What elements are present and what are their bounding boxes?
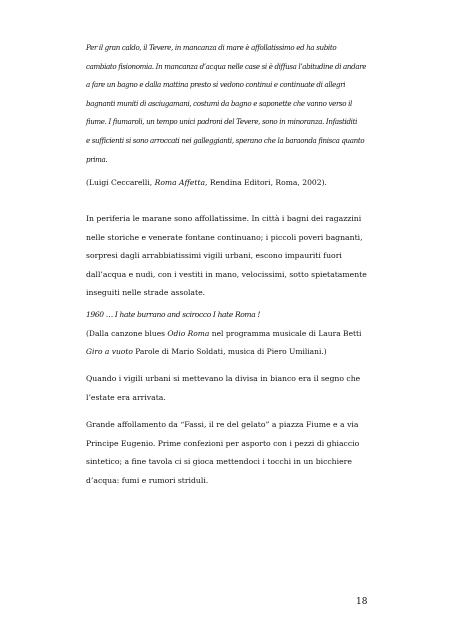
song-line: 1960 … I hate burrano and scirocco I hate Roma ! (86, 310, 261, 319)
paragraph-vigili (86, 370, 368, 407)
quote-line: fiume. I fiumaroli, un tempo unici padroni del Tevere, sono in minoranza. Infastiditi (86, 117, 357, 127)
paragraph-line: nelle storiche e venerate fontane continuano; i piccoli poveri bagnanti, (86, 232, 363, 242)
paragraph-line: Principe Eugenio. Prime confezioni per asporto con i pezzi di ghiaccio (86, 438, 360, 448)
quote-line: prima. (86, 154, 108, 164)
paragraph-line: In periferia le marane sono affollatissime. In città i bagni dei ragazzini (86, 214, 362, 223)
paragraph-line: sorpresi dagli arrabbiatissimi vigili urbani, escono impauriti fuori (86, 251, 342, 261)
citation-prefix: (Luigi Ceccarelli, (86, 178, 155, 187)
paragraph-periferia (86, 210, 370, 303)
song-title: Odio Roma (167, 328, 210, 338)
paragraph-line: Quando i vigili urbani si mettevano la divisa in bianco era il segno che (86, 374, 361, 383)
paragraph-line: dall’acqua e nudi, con i vestiti in mano, velocissimi, sotto spietatamente (86, 269, 367, 279)
quote-tevere (86, 39, 368, 169)
paragraph-line: inseguiti nelle strade assolate. (86, 288, 206, 298)
paragraph-line: sintetico; a fine tavola ci si gioca mettendoci i tocchi in un bicchiere (86, 457, 352, 467)
paragraph-line: Grande affollamento da “Fassi, il re del gelato” a piazza Fiume e a via (86, 420, 359, 429)
paragraph-line: d’acqua: fumi e rumori striduli. (86, 475, 209, 485)
quote-line: cambiato fisionomia. In mancanza d’acqua nelle case si è diffusa l’abitudine di andare (86, 61, 367, 71)
quote-line: bagnanti muniti di asciugamani, costumi da bagno e saponette che vanno verso il (86, 98, 352, 108)
page-number: 18 (356, 597, 368, 607)
citation-suffix: , Rendina Editori, Roma, 2002). (205, 178, 327, 187)
song-text: nel programma musicale di Laura Betti (209, 328, 362, 338)
quote-citation (86, 174, 368, 193)
quote-line: e sufficienti si sono arroccati nei galleggianti, sperano che la baraonda finisca quanto (86, 135, 365, 145)
paragraph-line: l’estate era arrivata. (86, 392, 166, 402)
quote-line: a fare un bagno e dalla mattina presto si vedono continui e continuate di allegri (86, 80, 346, 90)
quote-line: Per il gran caldo, il Tevere, in mancanza di mare è affollatissimo ed ha subito (86, 43, 337, 52)
song-text: (Dalla canzone blues (86, 328, 168, 338)
song-block (86, 306, 368, 362)
song-credits: Parole di Mario Soldati, musica di Piero Umiliani.) (132, 347, 327, 357)
program-title: Giro a vuoto (86, 347, 133, 357)
citation-title: Roma Affetta (154, 178, 206, 187)
paragraph-fassi (86, 416, 368, 490)
